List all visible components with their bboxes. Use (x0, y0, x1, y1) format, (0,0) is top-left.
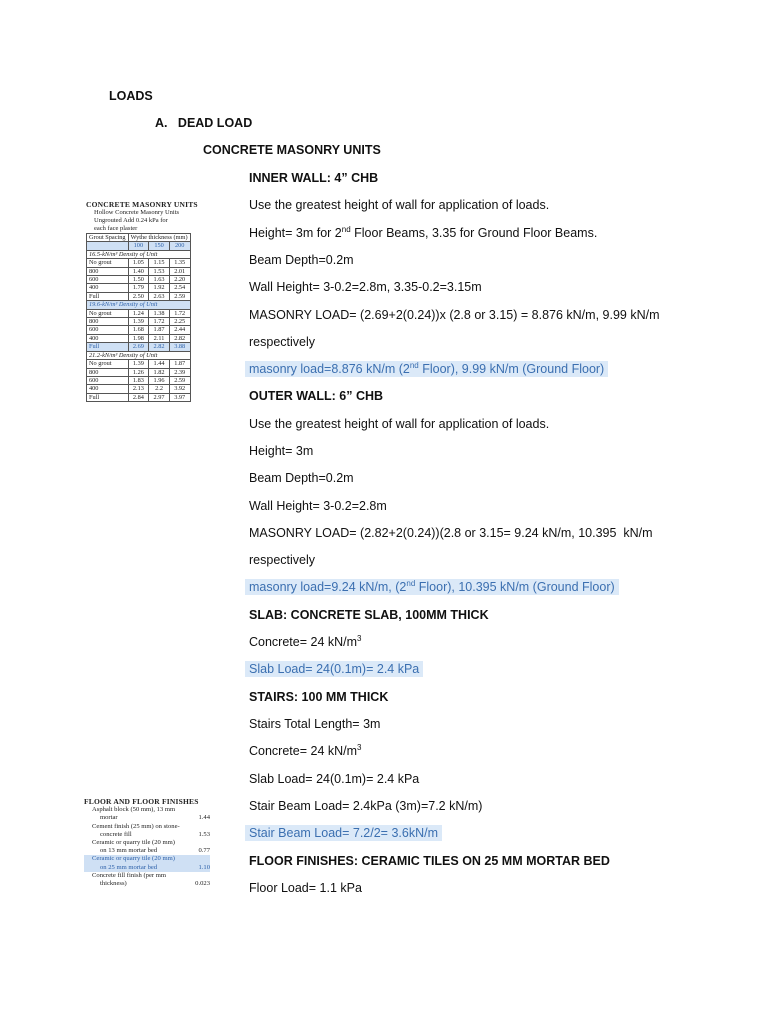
heading-cmu: CONCRETE MASONRY UNITS (203, 143, 381, 157)
text-ow-masonry: MASONRY LOAD= (2.82+2(0.24))(2.8 or 3.15= 9.24 kN/m, 10.395 kN/m (249, 526, 653, 540)
cmu-table-row (87, 318, 191, 326)
cmu-head-grout: Grout Spacing (87, 234, 129, 242)
text-stairs-beam: Stair Beam Load= 2.4kPa (3m)=7.2 kN/m) (249, 799, 483, 813)
cmu-grout-cell: 800 (87, 368, 129, 376)
cmu-grout-cell: 800 (87, 318, 129, 326)
cmu-value-cell: 1.40 (128, 267, 149, 275)
cmu-table-row (87, 326, 191, 334)
cmu-head-wythe: Wythe thickness (mm) (128, 234, 190, 242)
heading-outer-wall: OUTER WALL: 6” CHB (249, 389, 384, 403)
ff-row-ceramic-13: Ceramic or quarry tile (20 mm) on 13 mm mortar bed 0.77 (92, 839, 210, 855)
cmu-table-sub1: Hollow Concrete Masonry Units (94, 209, 180, 216)
cmu-table-row (87, 334, 191, 342)
cmu-table-row (87, 368, 191, 376)
cmu-value-cell: 2.25 (169, 318, 190, 326)
floor-finishes-reference-table (84, 798, 210, 888)
text-stairs-concrete: Concrete= 24 $kN/m^3$ (249, 743, 362, 758)
cmu-table-row (87, 292, 191, 300)
cmu-value-cell: 1.24 (128, 309, 149, 317)
cmu-table-row (87, 276, 191, 284)
heading-floor-finishes: FLOOR FINISHES: CERAMIC TILES ON 25 MM MORTAR BED (249, 854, 610, 868)
result-iw-masonry: masonry load=8.876 kN/m (2nd Floor), 9.99 kN/m (Ground Floor) (249, 361, 608, 377)
text-iw-wall: Wall Height= 3-0.2=2.8m, 3.35-0.2=3.15m (249, 280, 482, 294)
heading-dead-load: A. DEAD LOAD (155, 116, 253, 130)
result-ow-masonry: masonry load=9.24 kN/m, (2nd Floor), 10.395 kN/m (Ground Floor) (249, 579, 619, 595)
cmu-table-sub2: Ungrouted Add 0.24 kPa for (94, 217, 168, 224)
heading-stairs: STAIRS: 100 MM THICK (249, 690, 389, 704)
cmu-value-cell: 1.63 (149, 276, 170, 284)
cmu-value-cell: 1.82 (149, 368, 170, 376)
cmu-value-cell: 2.63 (149, 292, 170, 300)
cmu-width-150: 150 (149, 242, 170, 250)
cmu-width-200: 200 (169, 242, 190, 250)
cmu-value-cell: 1.83 (128, 376, 149, 384)
cmu-value-cell: 1.15 (149, 259, 170, 267)
heading-slab: SLAB: CONCRETE SLAB, 100MM THICK (249, 608, 489, 622)
text-ow-height: Height= 3m (249, 444, 314, 458)
text-iw-respectively: respectively (249, 335, 315, 349)
cmu-value-cell: 1.50 (128, 276, 149, 284)
cmu-value-cell: 1.44 (149, 360, 170, 368)
cmu-table-sub3: each face plaster (94, 225, 138, 232)
cmu-table-grid (86, 233, 191, 402)
cmu-value-cell: 1.92 (149, 284, 170, 292)
cmu-value-cell: 2.39 (169, 368, 190, 376)
text-ow-respectively: respectively (249, 553, 315, 567)
result-stair-beam: Stair Beam Load= 7.2/2= 3.6kN/m (249, 825, 442, 841)
cmu-value-cell: 1.87 (149, 326, 170, 334)
cmu-value-cell: 2.11 (149, 334, 170, 342)
text-iw-masonry: MASONRY LOAD= (2.69+2(0.24))x (2.8 or 3.15) = 8.876 kN/m, 9.99 kN/m (249, 308, 660, 322)
cmu-value-cell: 2.2 (149, 385, 170, 393)
text-slab-concrete: Concrete= 24 $kN/m^3$ (249, 634, 362, 649)
cmu-value-cell: 2.59 (169, 292, 190, 300)
text-ow-beam: Beam Depth=0.2m (249, 471, 354, 485)
cmu-value-cell: 1.72 (169, 309, 190, 317)
cmu-value-cell: 1.39 (128, 360, 149, 368)
text-iw-height: Height= 3m for 2nd Floor Beams, 3.35 for Ground Floor Beams. (249, 225, 598, 240)
cmu-grout-cell: 400 (87, 385, 129, 393)
cmu-grout-cell: 600 (87, 326, 129, 334)
cmu-reference-table (86, 200, 206, 402)
cmu-value-cell: 1.53 (149, 267, 170, 275)
cmu-density-label: 19.6-kN/m³ Density of Unit (87, 301, 191, 309)
cmu-value-cell: 2.50 (128, 292, 149, 300)
cmu-value-cell: 1.39 (128, 318, 149, 326)
cmu-grout-cell: Full (87, 292, 129, 300)
cmu-value-cell: 3.97 (169, 393, 190, 401)
cmu-value-cell: 3.88 (169, 343, 190, 351)
cmu-value-cell: 2.20 (169, 276, 190, 284)
cmu-value-cell: 1.38 (149, 309, 170, 317)
result-slab-load: Slab Load= 24(0.1m)= 2.4 kPa (249, 661, 423, 677)
text-ow-use: Use the greatest height of wall for application of loads. (249, 417, 550, 431)
cmu-grout-cell: 600 (87, 276, 129, 284)
cmu-grout-cell: 600 (87, 376, 129, 384)
cmu-grout-cell: No grout (87, 360, 129, 368)
cmu-grout-cell: No grout (87, 259, 129, 267)
cmu-table-row (87, 393, 191, 401)
cmu-table-row (87, 267, 191, 275)
cmu-table-row (87, 259, 191, 267)
cmu-value-cell: 3.92 (169, 385, 190, 393)
cmu-value-cell: 2.59 (169, 376, 190, 384)
cmu-table-row (87, 385, 191, 393)
ff-table-title: FLOOR AND FLOOR FINISHES (84, 797, 199, 806)
cmu-table-title: CONCRETE MASONRY UNITS (86, 200, 198, 209)
cmu-value-cell: 2.44 (169, 326, 190, 334)
cmu-value-cell: 1.26 (128, 368, 149, 376)
cmu-grout-cell: 400 (87, 284, 129, 292)
cmu-value-cell: 2.54 (169, 284, 190, 292)
cmu-value-cell: 2.82 (169, 334, 190, 342)
cmu-value-cell: 2.84 (128, 393, 149, 401)
cmu-grout-cell: 400 (87, 334, 129, 342)
cmu-density-label: 16.5-kN/m³ Density of Unit (87, 250, 191, 258)
cmu-width-100: 100 (128, 242, 149, 250)
text-stairs-slab: Slab Load= 24(0.1m)= 2.4 kPa (249, 772, 420, 786)
heading-loads: LOADS (109, 89, 153, 103)
cmu-table-row (87, 376, 191, 384)
cmu-table-row (87, 284, 191, 292)
cmu-value-cell: 1.05 (128, 259, 149, 267)
cmu-table-row (87, 309, 191, 317)
cmu-value-cell: 1.96 (149, 376, 170, 384)
text-iw-beam: Beam Depth=0.2m (249, 253, 354, 267)
cmu-value-cell: 1.98 (128, 334, 149, 342)
cmu-grout-cell: No grout (87, 309, 129, 317)
ff-row-concrete-fill: Concrete fill finish (per mm thickness) 0.023 (92, 871, 210, 888)
cmu-grout-cell: Full (87, 393, 129, 401)
cmu-value-cell: 2.69 (128, 343, 149, 351)
cmu-value-cell: 2.82 (149, 343, 170, 351)
text-ow-wall: Wall Height= 3-0.2=2.8m (249, 499, 387, 513)
ff-row-ceramic-25: Ceramic or quarry tile (20 mm) on 25 mm mortar bed 1.10 (84, 855, 210, 871)
cmu-value-cell: 2.97 (149, 393, 170, 401)
text-iw-use: Use the greatest height of wall for application of loads. (249, 198, 550, 212)
cmu-density-label: 21.2-kN/m³ Density of Unit (87, 351, 191, 359)
cmu-table-row (87, 343, 191, 351)
cmu-grout-cell: Full (87, 343, 129, 351)
cmu-value-cell: 1.72 (149, 318, 170, 326)
cmu-value-cell: 2.01 (169, 267, 190, 275)
heading-inner-wall: INNER WALL: 4” CHB (249, 171, 379, 185)
cmu-value-cell: 1.35 (169, 259, 190, 267)
text-stairs-length: Stairs Total Length= 3m (249, 717, 381, 731)
cmu-grout-cell: 800 (87, 267, 129, 275)
cmu-value-cell: 1.79 (128, 284, 149, 292)
ff-row-cement: Cement finish (25 mm) on stone- concrete fill 1.53 (92, 822, 210, 838)
cmu-value-cell: 2.13 (128, 385, 149, 393)
ff-row-asphalt: Asphalt block (50 mm), 13 mm mortar 1.44 (92, 806, 210, 822)
cmu-table-row (87, 360, 191, 368)
cmu-value-cell: 1.87 (169, 360, 190, 368)
cmu-value-cell: 1.68 (128, 326, 149, 334)
text-floor-load: Floor Load= 1.1 kPa (249, 881, 362, 895)
